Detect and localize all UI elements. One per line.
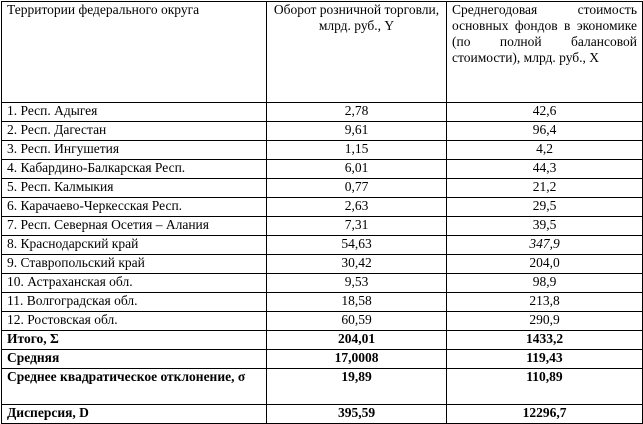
data-table xyxy=(1,1,643,424)
assets-value: 44,3 xyxy=(447,160,643,179)
table-row xyxy=(2,103,643,122)
assets-value: 96,4 xyxy=(447,122,643,141)
variance-label: Дисперсия, D xyxy=(2,405,267,424)
turnover-value: 0,77 xyxy=(267,179,447,198)
territory-name: 2. Респ. Дагестан xyxy=(2,122,267,141)
territory-name: 9. Ставропольский край xyxy=(2,255,267,274)
mean-row xyxy=(2,350,643,369)
turnover-value: 6,01 xyxy=(267,160,447,179)
total-assets: 1433,2 xyxy=(447,331,643,350)
turnover-value: 2,63 xyxy=(267,198,447,217)
assets-value: 21,2 xyxy=(447,179,643,198)
turnover-value: 18,58 xyxy=(267,293,447,312)
turnover-value: 2,78 xyxy=(267,103,447,122)
table-row xyxy=(2,293,643,312)
stddev-assets: 110,89 xyxy=(447,369,643,405)
turnover-value: 9,53 xyxy=(267,274,447,293)
mean-turnover: 17,0008 xyxy=(267,350,447,369)
variance-turnover: 395,59 xyxy=(267,405,447,424)
territory-name: 6. Карачаево-Черкесская Респ. xyxy=(2,198,267,217)
header-fixed-assets: Среднегодовая стоимость основных фондов в экономике (по полной балансовой стоимости), млрд. руб., X xyxy=(447,2,643,103)
territory-name: 5. Респ. Калмыкия xyxy=(2,179,267,198)
table-row xyxy=(2,274,643,293)
assets-value: 29,5 xyxy=(447,198,643,217)
table-row xyxy=(2,255,643,274)
assets-value: 347,9 xyxy=(447,236,643,255)
assets-value: 98,9 xyxy=(447,274,643,293)
total-label: Итого, Σ xyxy=(2,331,267,350)
stddev-row xyxy=(2,369,643,405)
turnover-value: 7,31 xyxy=(267,217,447,236)
total-row xyxy=(2,331,643,350)
territory-name: 11. Волгоградская обл. xyxy=(2,293,267,312)
mean-assets: 119,43 xyxy=(447,350,643,369)
assets-value: 213,8 xyxy=(447,293,643,312)
turnover-value: 54,63 xyxy=(267,236,447,255)
assets-value: 39,5 xyxy=(447,217,643,236)
territory-name: 1. Респ. Адыгея xyxy=(2,103,267,122)
header-retail-turnover: Оборот розничной торговли, млрд. руб., Y xyxy=(267,2,447,103)
table-row xyxy=(2,198,643,217)
assets-value: 4,2 xyxy=(447,141,643,160)
assets-value: 204,0 xyxy=(447,255,643,274)
stddev-turnover: 19,89 xyxy=(267,369,447,405)
turnover-value: 1,15 xyxy=(267,141,447,160)
stddev-label: Среднее квадратическое отклонение, σ xyxy=(2,369,267,405)
turnover-value: 9,61 xyxy=(267,122,447,141)
header-territory: Территории федерального округа xyxy=(2,2,267,103)
table-row xyxy=(2,160,643,179)
table-row xyxy=(2,141,643,160)
variance-assets: 12296,7 xyxy=(447,405,643,424)
turnover-value: 30,42 xyxy=(267,255,447,274)
territory-name: 8. Краснодарский край xyxy=(2,236,267,255)
assets-value: 290,9 xyxy=(447,312,643,331)
variance-row xyxy=(2,405,643,424)
territory-name: 12. Ростовская обл. xyxy=(2,312,267,331)
territory-name: 3. Респ. Ингушетия xyxy=(2,141,267,160)
territory-name: 4. Кабардино-Балкарская Респ. xyxy=(2,160,267,179)
mean-label: Средняя xyxy=(2,350,267,369)
table-row xyxy=(2,122,643,141)
table-row xyxy=(2,236,643,255)
table-header-row xyxy=(2,2,643,103)
territory-name: 10. Астраханская обл. xyxy=(2,274,267,293)
total-turnover: 204,01 xyxy=(267,331,447,350)
territory-name: 7. Респ. Северная Осетия – Алания xyxy=(2,217,267,236)
table-row xyxy=(2,179,643,198)
assets-value: 42,6 xyxy=(447,103,643,122)
table-row xyxy=(2,217,643,236)
turnover-value: 60,59 xyxy=(267,312,447,331)
table-row xyxy=(2,312,643,331)
